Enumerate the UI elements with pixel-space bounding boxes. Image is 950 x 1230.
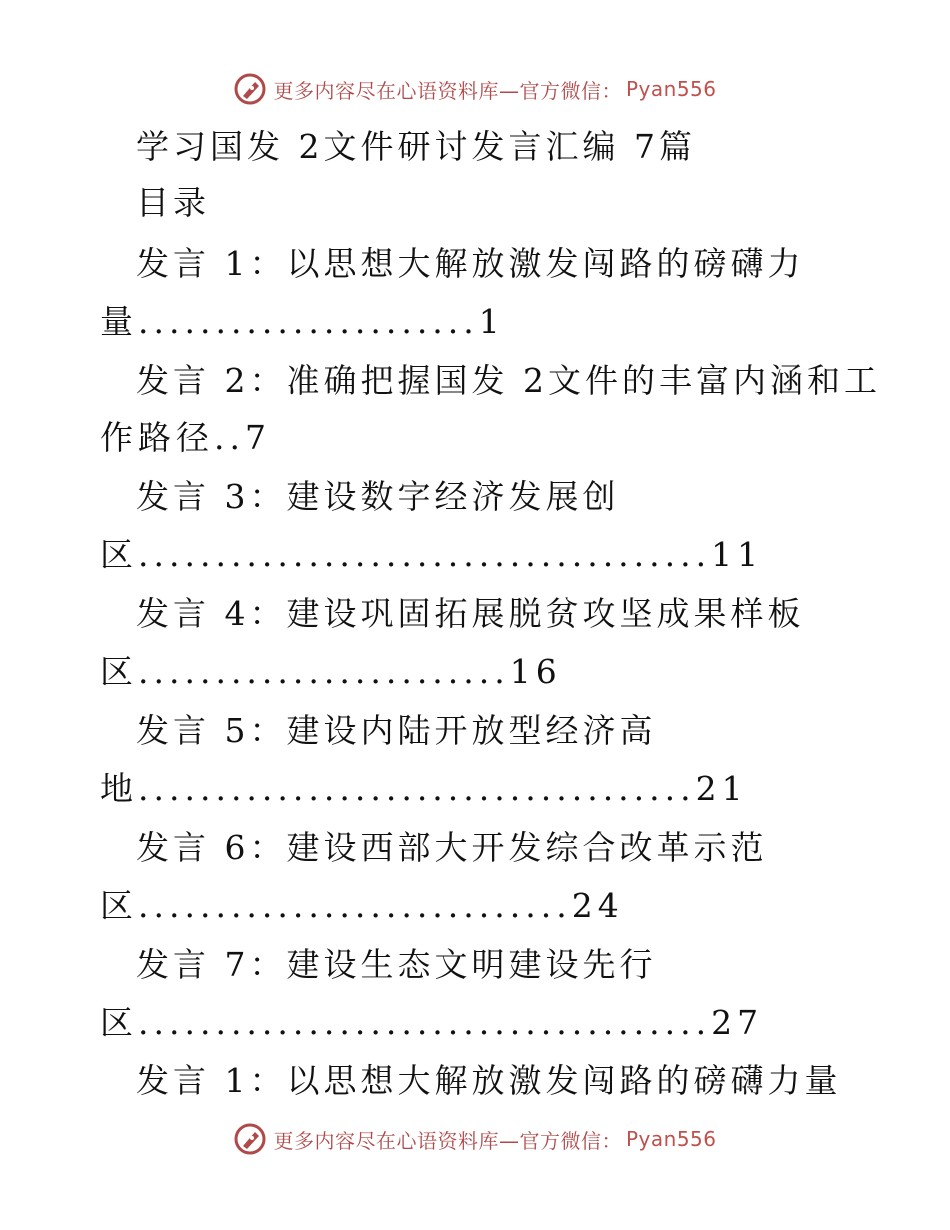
footer-watermark (0, 1122, 950, 1156)
toc-entry-3-line2: 区.....................................11 (100, 535, 764, 574)
section-heading: 发言 1：以思想大解放激发闯路的磅礴力量 (136, 1061, 842, 1100)
toc-entry-4-line1: 发言 4：建设巩固拓展脱贫攻坚成果样板 (136, 594, 805, 633)
document-title: 学习国发 2文件研讨发言汇编 7篇 (136, 127, 696, 166)
toc-entry-7-line1: 发言 7：建设生态文明建设先行 (136, 945, 657, 984)
watermark-id: Pyan556 (625, 77, 717, 101)
toc-entry-2-line1: 发言 2：准确把握国发 2文件的丰富内涵和工 (136, 361, 881, 400)
toc-entry-1-line1: 发言 1：以思想大解放激发闯路的磅礴力 (136, 244, 805, 283)
watermark-id: Pyan556 (625, 1127, 717, 1151)
toc-entry-6-line2: 区............................24 (100, 886, 624, 925)
watermark-text: 更多内容尽在心语资料库—官方微信： (273, 1128, 622, 1153)
toc-entry-4-line2: 区........................16 (100, 652, 562, 691)
toc-heading: 目录 (136, 183, 210, 222)
toc-entry-3-line1: 发言 3：建设数字经济发展创 (136, 477, 620, 516)
toc-entry-5-line1: 发言 5：建设内陆开放型经济高 (136, 711, 657, 750)
header-watermark (0, 72, 950, 106)
pen-nib-logo-icon (233, 1122, 267, 1156)
toc-entry-5-line2: 地....................................21 (100, 769, 748, 808)
pen-nib-logo-icon (233, 72, 267, 106)
watermark-text: 更多内容尽在心语资料库—官方微信： (273, 78, 622, 103)
toc-entry-1-line2: 量......................1 (100, 302, 505, 341)
toc-entry-7-line2: 区.....................................27 (100, 1003, 764, 1042)
toc-entry-2-line2: 作路径..7 (100, 418, 271, 457)
toc-entry-6-line1: 发言 6：建设西部大开发综合改革示范 (136, 828, 768, 867)
